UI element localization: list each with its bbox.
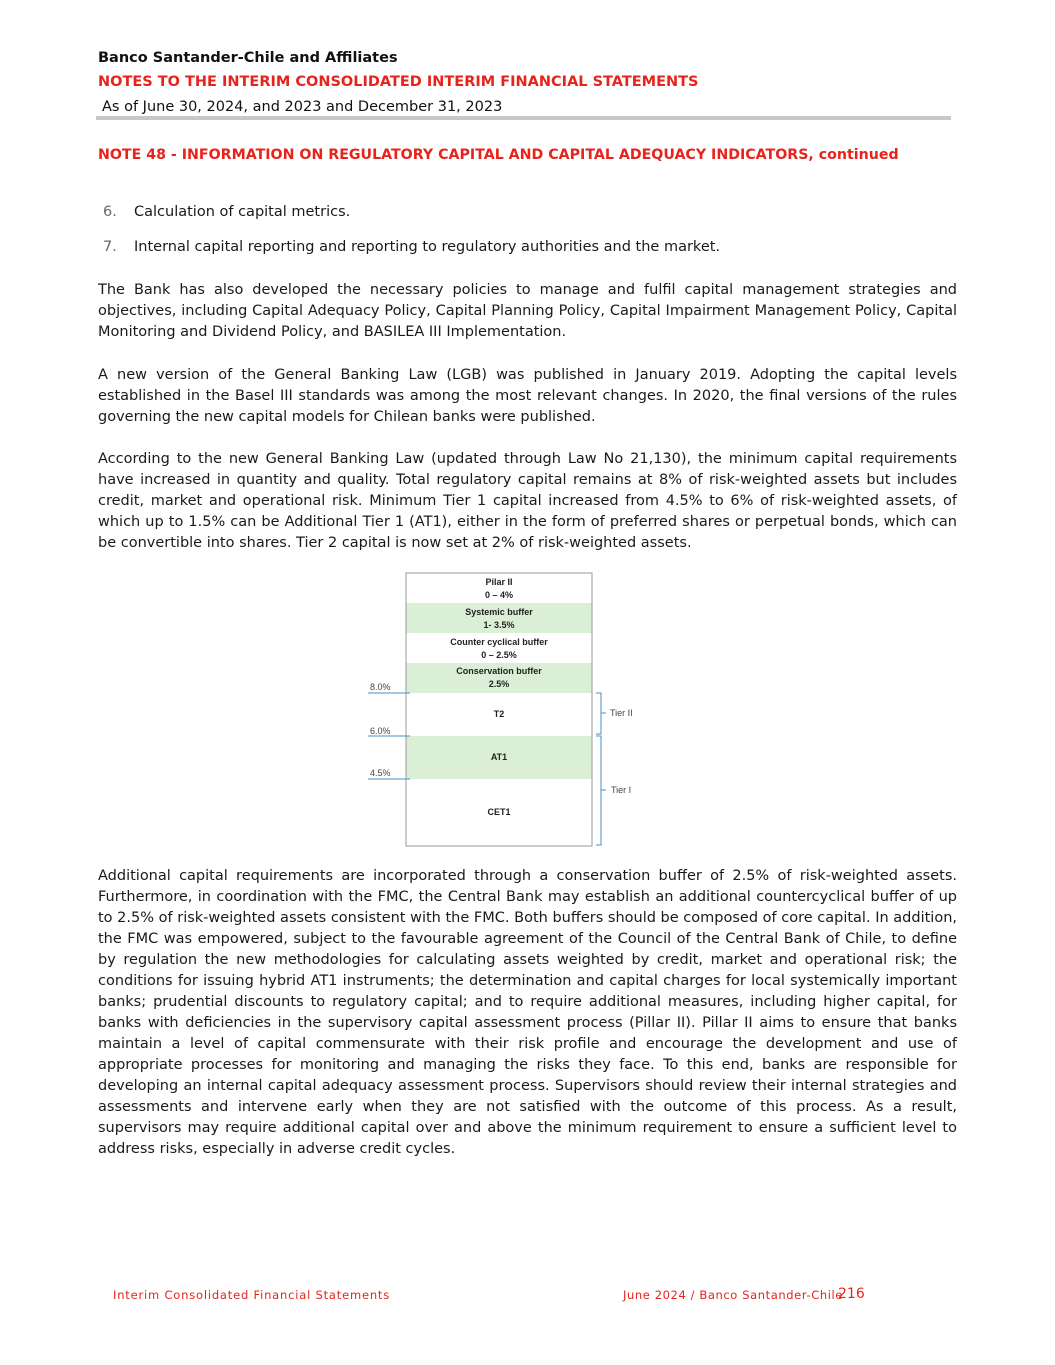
layer-range-conservation: 2.5% bbox=[488, 679, 510, 689]
marker-4-5: 4.5% bbox=[370, 768, 391, 778]
note-heading: NOTE 48 - INFORMATION ON REGULATORY CAPITAL AND CAPITAL ADEQUACY INDICATORS, continued bbox=[98, 147, 899, 163]
marker-8-0: 8.0% bbox=[370, 682, 391, 692]
list-item bbox=[98, 204, 350, 220]
page-number: 216 bbox=[838, 1286, 865, 1302]
header-divider bbox=[96, 116, 951, 120]
list-text: Calculation of capital metrics. bbox=[134, 204, 351, 220]
list-text: Internal capital reporting and reporting to regulatory authorities and the market. bbox=[134, 239, 721, 255]
layer-name-at1: AT1 bbox=[490, 752, 508, 762]
label-tier-i: Tier I bbox=[611, 785, 632, 795]
layer-name-countercyclical: Counter cyclical buffer bbox=[450, 637, 548, 647]
layer-name-t2: T2 bbox=[493, 709, 505, 719]
layer-name-cet1: CET1 bbox=[487, 807, 511, 817]
footer-left: Interim Consolidated Financial Statements bbox=[113, 1288, 391, 1302]
footer-right: June 2024 / Banco Santander-Chile bbox=[623, 1288, 843, 1302]
layer-range-countercyclical: 0 – 2.5% bbox=[481, 650, 517, 660]
list-number: 7. bbox=[103, 239, 117, 255]
paragraph-capital-requirements: According to the new General Banking Law (updated through Law No 21,130), the minimum capital requirements have increased in quantity and quality. Total regulatory capital remains at 8% of risk-weighted assets but includes credit, market and operational risk. Minimum Tier 1 capital increased from 4.5% to 6% of risk-weighted assets, of which up to 1.5% can be Additional Tier 1 (AT1), either in the form of preferred shares or perpetual bonds, which can be convertible into shares. Tier 2 capital is now set at 2% of risk-weighted assets. bbox=[98, 451, 957, 551]
layer-range-pilar-ii: 0 – 4% bbox=[484, 590, 514, 600]
bracket-tier-i bbox=[596, 736, 601, 845]
notes-title: NOTES TO THE INTERIM CONSOLIDATED INTERIM FINANCIAL STATEMENTS bbox=[98, 74, 699, 90]
statement-date: As of June 30, 2024, and 2023 and December 31, 2023 bbox=[102, 99, 503, 115]
capital-structure-diagram bbox=[360, 568, 660, 853]
marker-6-0: 6.0% bbox=[370, 726, 391, 736]
bracket-tier-ii bbox=[596, 693, 601, 734]
list-item bbox=[98, 239, 720, 255]
layer-name-systemic: Systemic buffer bbox=[465, 607, 533, 617]
layer-range-systemic: 1- 3.5% bbox=[483, 620, 515, 630]
paragraph-general-banking-law: A new version of the General Banking Law (LGB) was published in January 2019. Adopting the capital levels established in the Basel III standards was among the most relevant changes. In 2020, the final versions of the rules governing the new capital models for Chilean banks were published. bbox=[98, 367, 957, 425]
layer-name-pilar-ii: Pilar II bbox=[485, 577, 513, 587]
list-number: 6. bbox=[103, 204, 117, 220]
company-name: Banco Santander-Chile and Affiliates bbox=[98, 50, 398, 66]
layer-name-conservation: Conservation buffer bbox=[456, 666, 542, 676]
label-tier-ii: Tier II bbox=[610, 708, 633, 718]
paragraph-policies: The Bank has also developed the necessary policies to manage and fulfil capital management strategies and objectives, including Capital Adequacy Policy, Capital Planning Policy, Capital Impairment Management Policy, Capital Monitoring and Dividend Policy, and BASILEA III Implementation. bbox=[98, 282, 957, 340]
paragraph-additional-requirements: Additional capital requirements are incorporated through a conservation buffer of 2.5% of risk-weighted assets. Furthermore, in coordination with the FMC, the Central Bank may establish an additional countercyclical buffer of up to 2.5% of risk-weighted assets consistent with the FMC. Both buffers should be composed of core capital. In addition, the FMC was empowered, subject to the favourable agreement of the Council of the Central Bank of Chile, to define by regulation the new methodologies for calculating assets weighted by credit, market and operational risk; the conditions for issuing hybrid AT1 instruments; the determination and capital charges for local systemically important banks; prudential discounts to regulatory capital; and to require additional measures, including higher capital, for banks with deficiencies in the supervisory capital assessment process (Pillar II). Pillar II aims to ensure that banks maintain a level of capital commensurate with their risk profile and encourage the development and use of appropriate processes for monitoring and managing the risks they face. To this end, banks are responsible for developing an internal capital adequacy assessment process. Supervisors should review their internal strategies and assessments and intervene early when they are not satisfied with the outcome of this process. As a result, supervisors may require additional capital over and above the minimum requirement to ensure a sufficient level to address risks, especially in adverse credit cycles. bbox=[98, 868, 957, 1157]
